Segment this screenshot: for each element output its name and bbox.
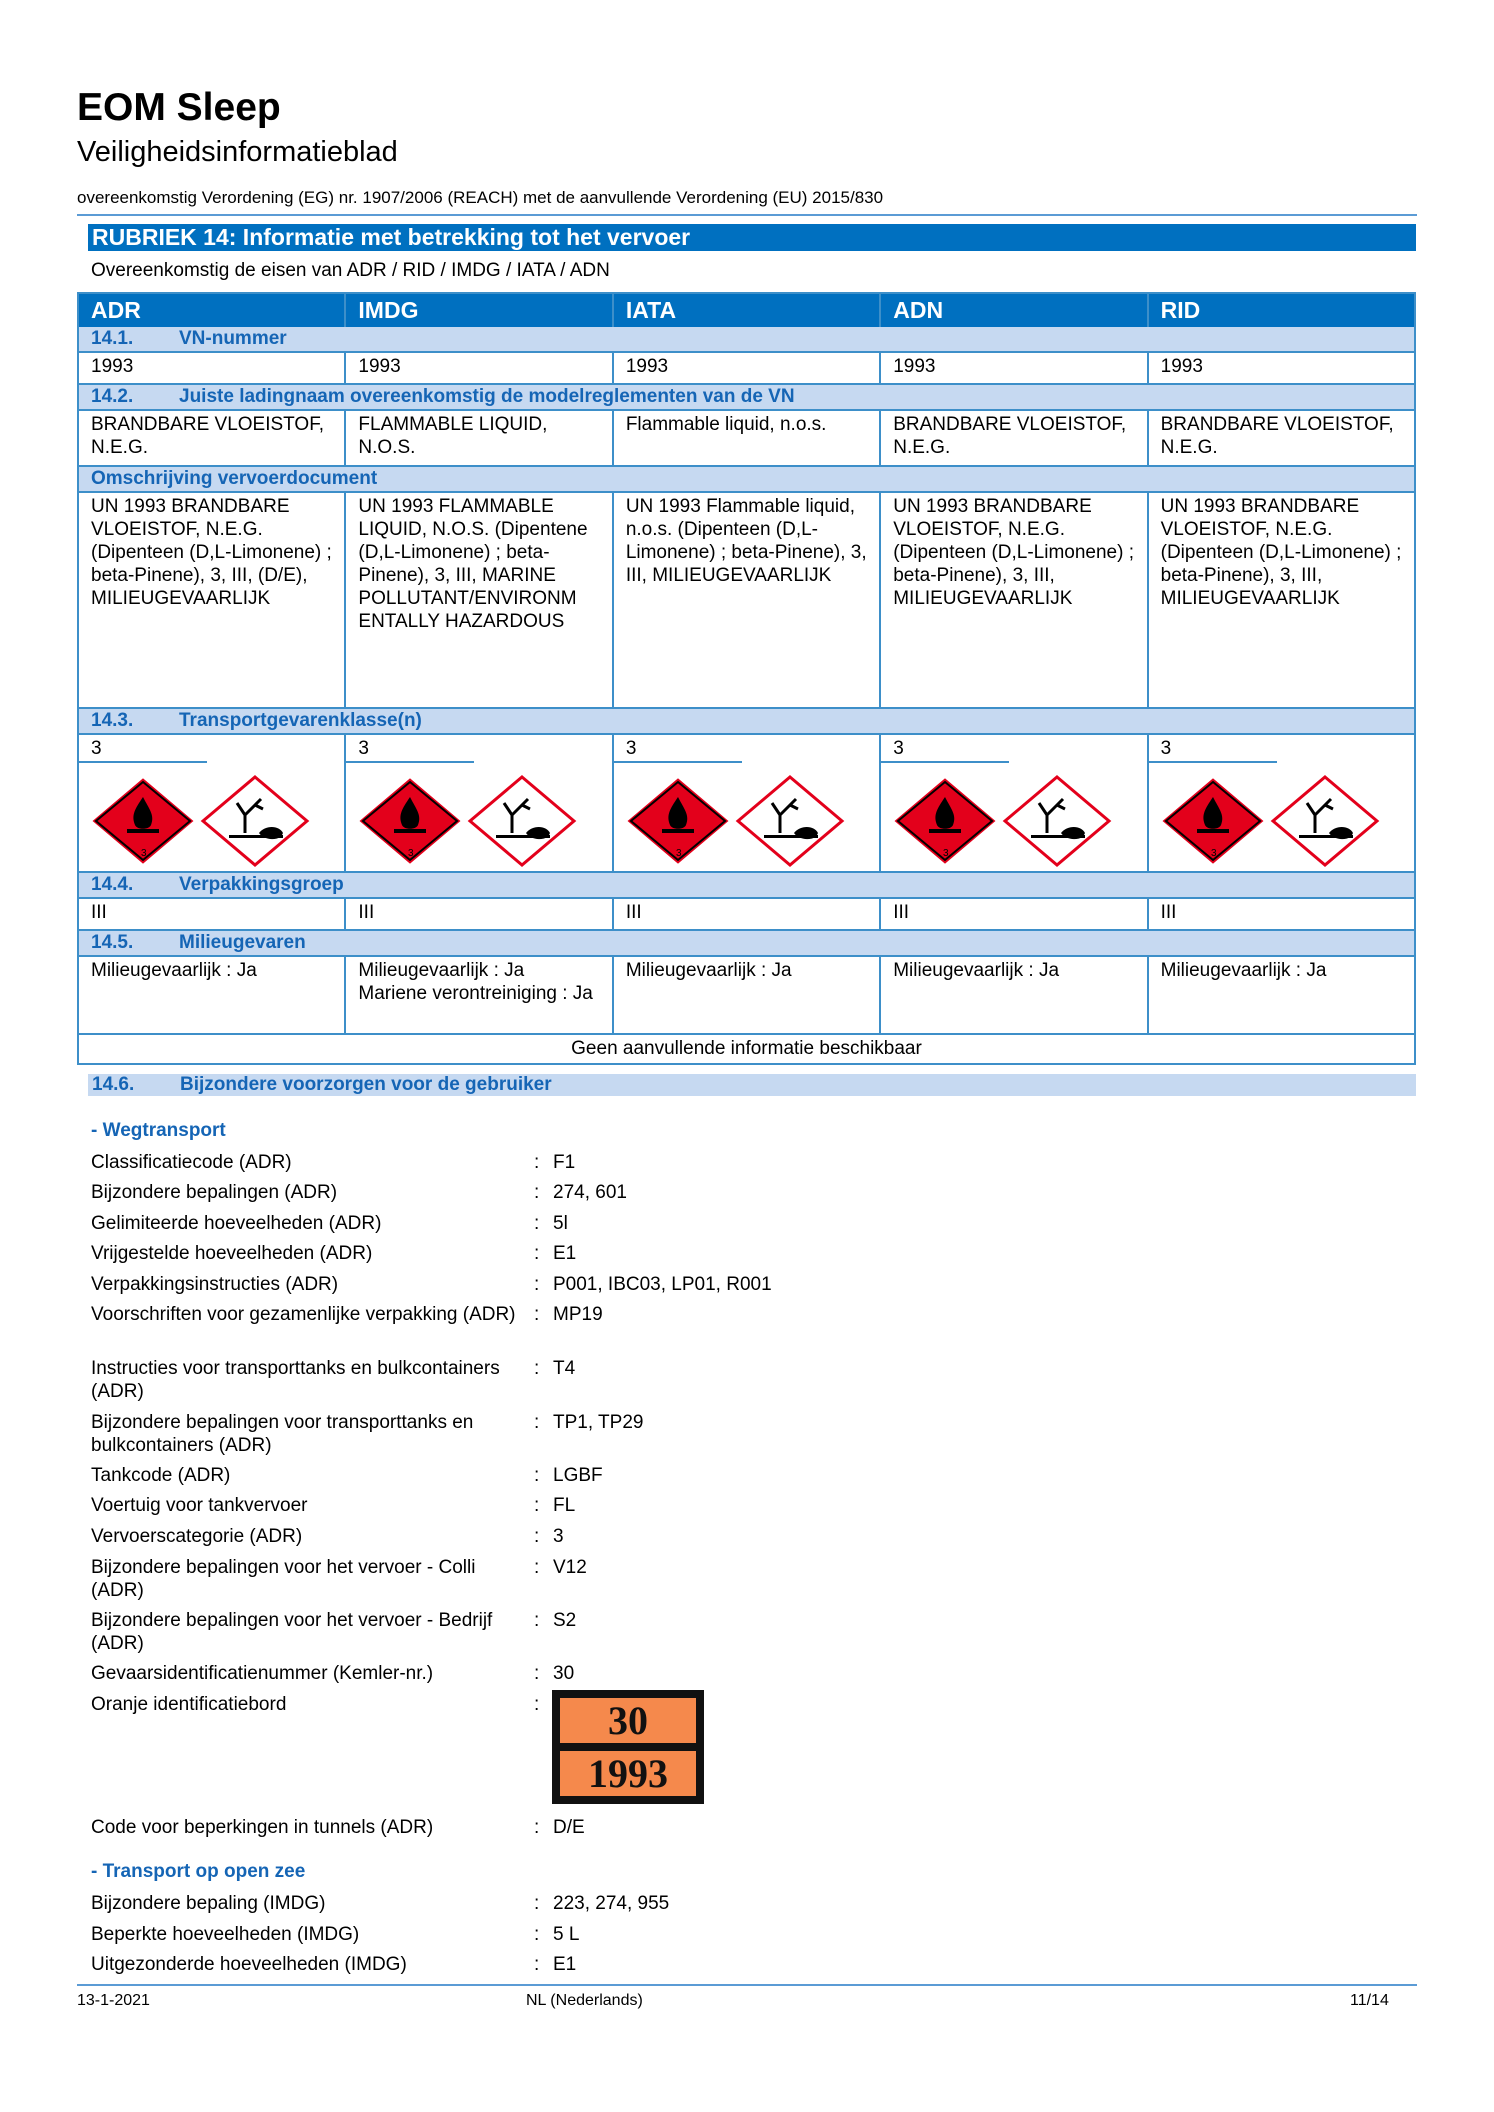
hazard-pictograms [1159, 775, 1411, 867]
table-cell: 3 3 [79, 735, 344, 871]
hazard-pictograms [89, 775, 341, 867]
footer-date: 13-1-2021 [77, 1992, 150, 2009]
table-cell: 3 3 [879, 735, 1146, 871]
environment-pictogram-icon [1005, 777, 1109, 865]
subheading-14-2: 14.2. Juiste ladingnaam overeenkomstig de modelreglementen van de VN [79, 383, 1414, 409]
table-cell: BRANDBARE VLOEISTOF, N.E.G. [1147, 411, 1414, 465]
table-cell: UN 1993 BRANDBARE VLOEISTOF, N.E.G. (Dipenteen (D,L-Limonene) ; beta-Pinene), 3, III, (D/E), MILIEUGEVAARLIJK [91, 496, 332, 609]
hazard-pictograms [624, 775, 876, 867]
table-cell: UN 1993 FLAMMABLE LIQUID, N.O.S. (Dipentene (D,L-Limonene) ; beta-Pinene), 3, III, MARINE POLLUTANT/ENVIRONM ENTALLY HAZARDOUS [344, 493, 611, 707]
no-info-note: Geen aanvullende informatie beschikbaar [79, 1033, 1414, 1063]
svg-text:3: 3 [1210, 848, 1217, 859]
subheading-14-6: 14.6. Bijzondere voorzorgen voor de gebruiker [88, 1074, 1416, 1096]
hazard-pictograms [891, 775, 1143, 867]
environment-pictogram-icon [203, 777, 307, 865]
table-cell: FLAMMABLE LIQUID, N.O.S. [344, 411, 611, 465]
subheading-14-5: 14.5. Milieugevaren [79, 929, 1414, 955]
table-cell: 1993 [879, 353, 1146, 383]
flame-pictogram-icon [626, 777, 730, 865]
table-cell: BRANDBARE VLOEISTOF, N.E.G. [879, 411, 1146, 465]
svg-text:3: 3 [675, 848, 682, 859]
footer-page: 11/14 [1350, 1992, 1389, 2009]
un-number: 1993 [560, 1751, 696, 1796]
svg-text:3: 3 [408, 848, 414, 859]
transport-table [77, 292, 1416, 1065]
flame-pictogram-icon [893, 777, 997, 865]
table-cell: III [91, 902, 107, 923]
environment-pictogram-icon [470, 777, 574, 865]
table-cell: Milieugevaarlijk : Ja [1147, 957, 1414, 1033]
table-cell: III [879, 899, 1146, 929]
orange-plate [552, 1690, 704, 1804]
kemler-number: 30 [560, 1698, 696, 1743]
table-row [79, 733, 1414, 871]
subheading-14-1: 14.1. VN-nummer [79, 327, 1414, 351]
table-cell: III [1147, 899, 1414, 929]
environment-pictogram-icon [738, 777, 842, 865]
table-cell: UN 1993 Flammable liquid, n.o.s. (Dipenteen (D,L-Limonene) ; beta-Pinene), 3, III, MILIEUGEVAARLIJK [612, 493, 879, 707]
table-row [79, 351, 1414, 383]
table-cell: Milieugevaarlijk : Ja [612, 957, 879, 1033]
table-cell: UN 1993 BRANDBARE VLOEISTOF, N.E.G. (Dipenteen (D,L-Limonene) ; beta-Pinene), 3, III, MILIEUGEVAARLIJK [879, 493, 1146, 707]
document-title: EOM Sleep [77, 86, 281, 129]
footer-divider [77, 1984, 1417, 1986]
table-cell: 1993 [344, 353, 611, 383]
flame-pictogram-icon [1161, 777, 1265, 865]
table-row [79, 897, 1414, 929]
table-cell: Flammable liquid, n.o.s. [612, 411, 879, 465]
table-row [79, 955, 1414, 1033]
subheading-transport-doc: Omschrijving vervoerdocument [79, 465, 1414, 491]
table-row [79, 491, 1414, 707]
table-cell: 3 3 [344, 735, 611, 871]
column-header: ADR [79, 294, 344, 327]
table-row [79, 409, 1414, 465]
environment-pictogram-icon [1273, 777, 1377, 865]
regulation-line: overeenkomstig Verordening (EG) nr. 1907/2006 (REACH) met de aanvullende Verordening (EU) 2015/830 [77, 188, 884, 207]
column-header: RID [1147, 294, 1414, 327]
table-cell: 3 3 [1147, 735, 1414, 871]
flame-pictogram-icon [358, 777, 462, 865]
table-cell: 1993 [91, 356, 134, 377]
sea-transport-heading: - Transport op open zee [91, 1861, 306, 1882]
column-header: IATA [612, 294, 879, 327]
table-cell: UN 1993 BRANDBARE VLOEISTOF, N.E.G. (Dipenteen (D,L-Limonene) ; beta-Pinene), 3, III, MILIEUGEVAARLIJK [1147, 493, 1414, 707]
table-cell: 1993 [1147, 353, 1414, 383]
table-cell: III [344, 899, 611, 929]
road-transport-heading: - Wegtransport [91, 1120, 226, 1141]
flame-pictogram-icon [91, 777, 195, 865]
table-header-row [79, 294, 1414, 327]
footer-language: NL (Nederlands) [526, 1992, 643, 2009]
subheading-14-4: 14.4. Verpakkingsgroep [79, 871, 1414, 897]
subheading-14-3: 14.3. Transportgevarenklasse(n) [79, 707, 1414, 733]
header-divider [77, 214, 1417, 216]
conformity-text: Overeenkomstig de eisen van ADR / RID / IMDG / IATA / ADN [91, 260, 610, 281]
table-cell: Milieugevaarlijk : Ja [879, 957, 1146, 1033]
svg-text:3: 3 [943, 848, 949, 859]
column-header: ADN [879, 294, 1146, 327]
svg-text:3: 3 [141, 848, 147, 859]
section-header: RUBRIEK 14: Informatie met betrekking tot het vervoer [88, 224, 1416, 251]
table-cell: 1993 [612, 353, 879, 383]
table-cell: Milieugevaarlijk : Ja Mariene verontreiniging : Ja [344, 957, 611, 1033]
table-cell: 3 3 [612, 735, 879, 871]
table-cell: Milieugevaarlijk : Ja [91, 960, 257, 981]
table-cell: BRANDBARE VLOEISTOF, N.E.G. [91, 414, 324, 458]
document-subtitle: Veiligheidsinformatieblad [77, 136, 398, 168]
column-header: IMDG [344, 294, 611, 327]
table-cell: III [612, 899, 879, 929]
hazard-pictograms [356, 775, 608, 867]
